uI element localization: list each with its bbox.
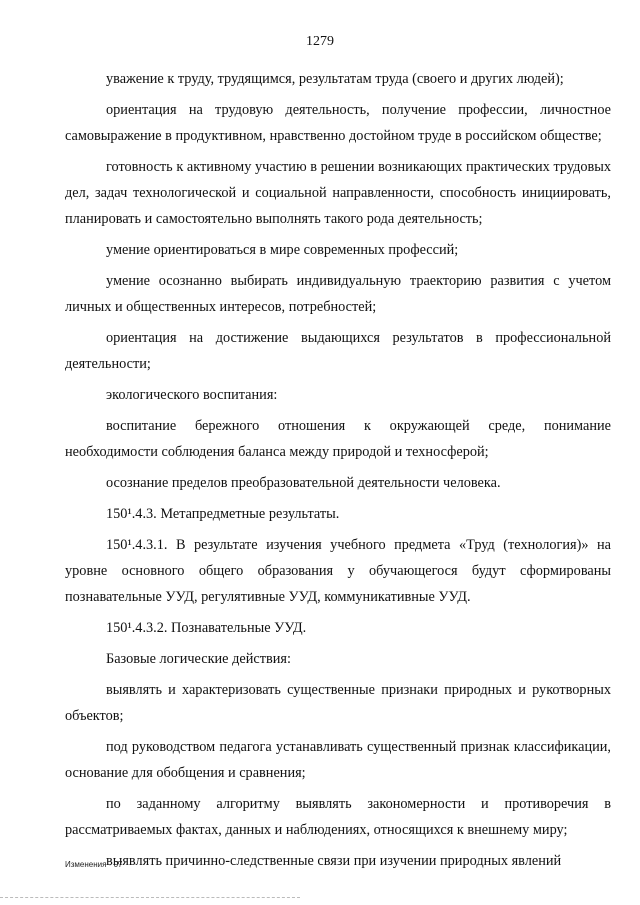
paragraph-environment: воспитание бережного отношения к окружающей среде, понимание необходимости соблюдения баланса между природой и техносферой; xyxy=(65,418,611,460)
paragraph-respect-labor: уважение к труду, трудящимся, результатам труда (своего и других людей); xyxy=(106,71,564,87)
paragraph-trajectory: умение осознанно выбирать индивидуальную траекторию развития с учетом личных и общественных интересов, потребностей; xyxy=(65,273,611,315)
section-heading-cognitive: 150¹.4.3.2. Познавательные УУД. xyxy=(106,620,307,636)
footer-note: Изменения - 07 xyxy=(65,860,123,869)
paragraph-characterize: выявлять и характеризовать существенные признаки природных и рукотворных объектов; xyxy=(65,682,611,724)
paragraph-meta-results: 150¹.4.3.1. В результате изучения учебного предмета «Труд (технология)» на уровне основного общего образования у обучающегося будут сформированы познавательные УУД, регулятивные УУД, коммуникативные УУД. xyxy=(65,537,611,605)
paragraph-patterns: по заданному алгоритму выявлять закономерности и противоречия в рассматриваемых фактах, данных и наблюдениях, относящихся к внешнему миру; xyxy=(65,796,611,838)
paragraph-professions: умение ориентироваться в мире современных профессий; xyxy=(106,242,459,258)
paragraph-logic-heading: Базовые логические действия: xyxy=(106,651,291,667)
paragraph-achievement: ориентация на достижение выдающихся результатов в профессиональной деятельности; xyxy=(65,330,611,372)
paragraph-ecology-heading: экологического воспитания: xyxy=(106,387,278,403)
paragraph-work-orientation: ориентация на трудовую деятельность, получение профессии, личностное самовыражение в продуктивном, нравственно достойном труде в российском обществе; xyxy=(65,102,611,144)
page-number: 1279 xyxy=(306,34,334,49)
paragraph-classification: под руководством педагога устанавливать существенный признак классификации, основание для обобщения и сравнения; xyxy=(65,739,611,781)
document-body xyxy=(65,66,611,874)
bottom-divider xyxy=(0,897,300,898)
paragraph-readiness: готовность к активному участию в решении возникающих практических трудовых дел, задач технологической и социальной направленности, способность инициировать, планировать и самостоятельно выполнять такого рода деятельность; xyxy=(65,159,611,227)
paragraph-causality: выявлять причинно-следственные связи при изучении природных явлений xyxy=(106,853,562,869)
paragraph-limits: осознание пределов преобразовательной деятельности человека. xyxy=(106,475,501,491)
section-heading-meta: 150¹.4.3. Метапредметные результаты. xyxy=(106,506,340,522)
